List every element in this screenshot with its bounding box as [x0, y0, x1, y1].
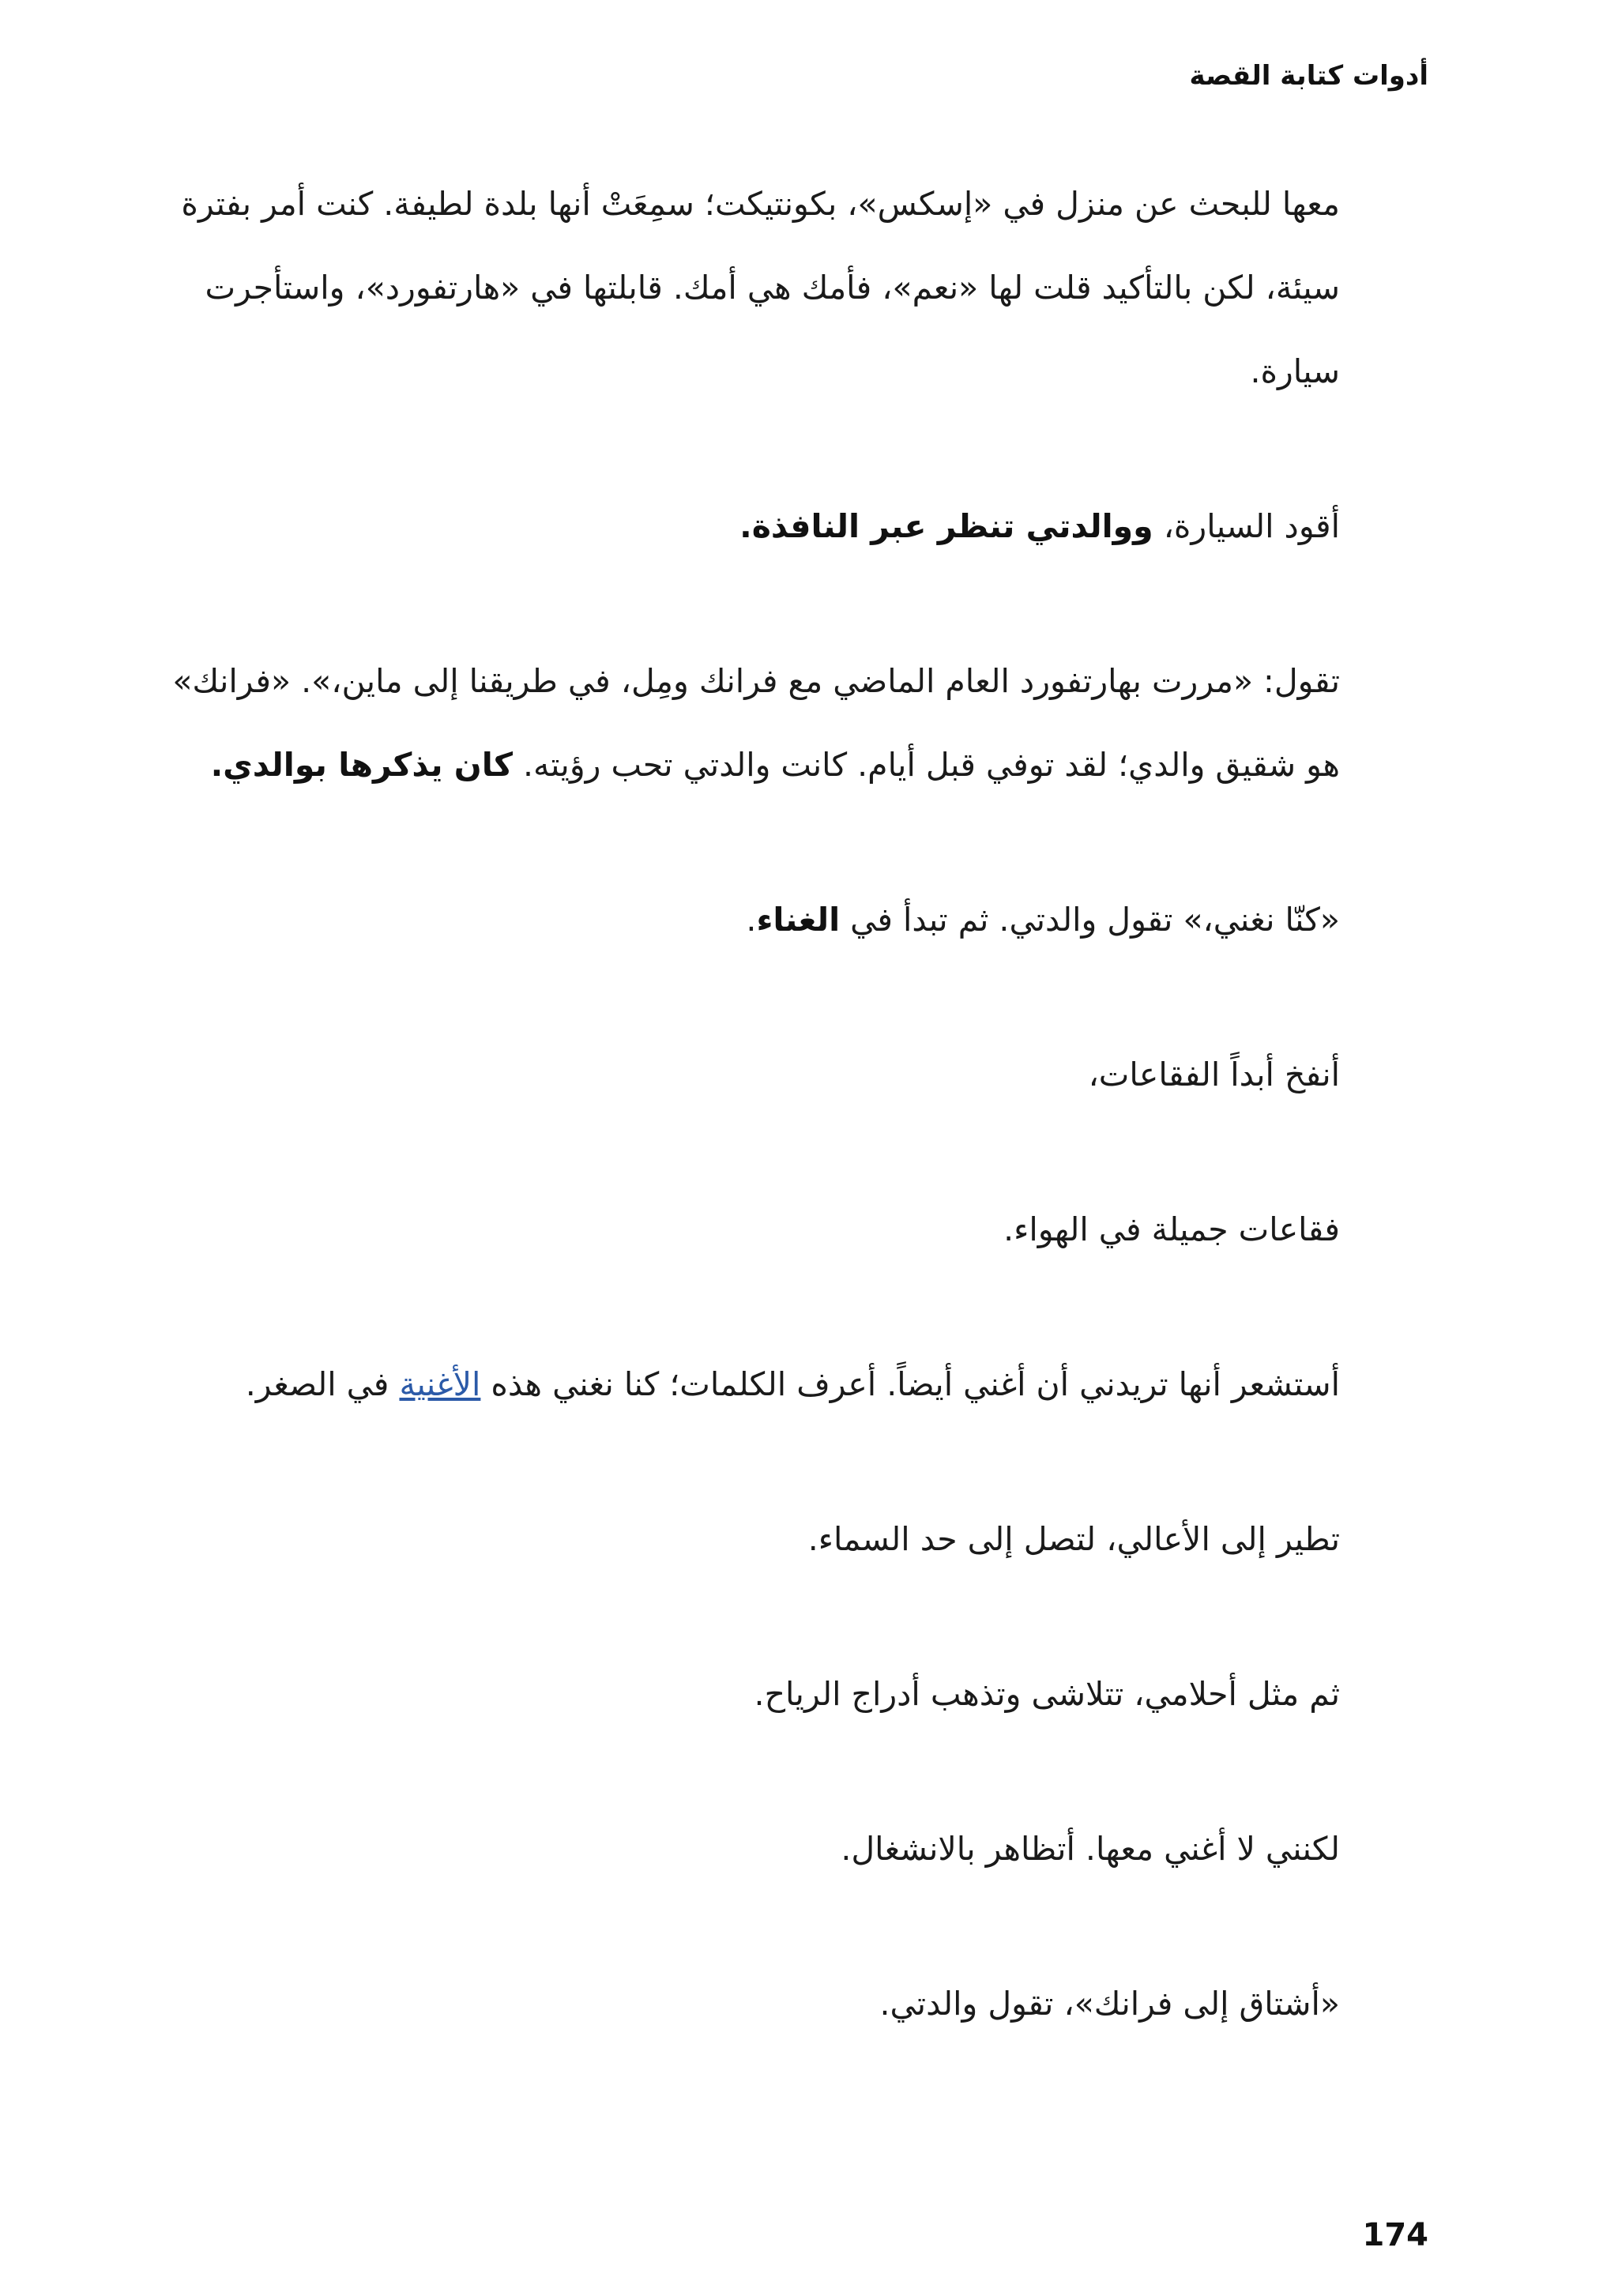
paragraph	[171, 878, 1340, 962]
paragraph	[171, 1962, 1340, 2046]
paragraph-text: أنفخ أبداً الفقاعات،	[1088, 1056, 1340, 1093]
paragraph-text: أقود السيارة،	[1153, 507, 1340, 545]
paragraph-text: ثم مثل أحلامي، تتلاشى وتذهب أدراج الرياح.	[754, 1675, 1340, 1713]
paragraph	[171, 1342, 1340, 1426]
paragraph	[171, 162, 1340, 413]
paragraph-tail: .	[746, 901, 757, 939]
paragraph-text: أستشعر أنها تريدني أن أغني أيضاً. أعرف الكلمات؛ كنا نغني هذه	[480, 1365, 1340, 1403]
paragraph-text: في الصغر.	[245, 1365, 400, 1403]
song-line	[171, 1033, 1340, 1116]
bold-text: ووالدتي تنظر عبر النافذة.	[739, 507, 1153, 545]
running-header: أدوات كتابة القصة	[1189, 60, 1428, 92]
paragraph-text: معها للبحث عن منزل في «إسكس»، بكونتيكت؛ سمِعَتْ أنها بلدة لطيفة. كنت أمر بفترة سيئة، لكن بالتأكيد قلت لها «نعم»، فأمك هي أمك. قابلتها في «هارتفورد»، واستأجرت سيارة.	[181, 185, 1340, 390]
song-link[interactable]: الأغنية	[399, 1365, 481, 1403]
paragraph-text: تطير إلى الأعالي، لتصل إلى حد السماء.	[807, 1520, 1340, 1558]
paragraph-text: «كنّا نغني،» تقول والدتي. ثم تبدأ في	[840, 901, 1340, 939]
bold-text: الغناء	[756, 901, 841, 939]
paragraph	[171, 1807, 1340, 1891]
paragraph-text: لكنني لا أغني معها. أتظاهر بالانشغال.	[841, 1830, 1340, 1868]
paragraph	[171, 639, 1340, 807]
song-line	[171, 1188, 1340, 1271]
paragraph-text: تقول: «مررت بهارتفورد العام الماضي مع فرانك ومِل، في طريقنا إلى ماين،». «فرانك» هو شقيق والدي؛ لقد توفي قبل أيام. كانت والدتي تحب رؤيته.	[172, 662, 1340, 784]
page-number: 174	[1362, 2217, 1428, 2253]
song-line	[171, 1497, 1340, 1581]
bold-text: كان يذكرها بوالدي.	[210, 746, 513, 784]
song-line	[171, 1652, 1340, 1736]
paragraph-text: فقاعات جميلة في الهواء.	[1003, 1210, 1340, 1248]
body-text	[171, 162, 1340, 2117]
paragraph	[171, 484, 1340, 568]
paragraph-text: «أشتاق إلى فرانك»، تقول والدتي.	[879, 1985, 1340, 2023]
